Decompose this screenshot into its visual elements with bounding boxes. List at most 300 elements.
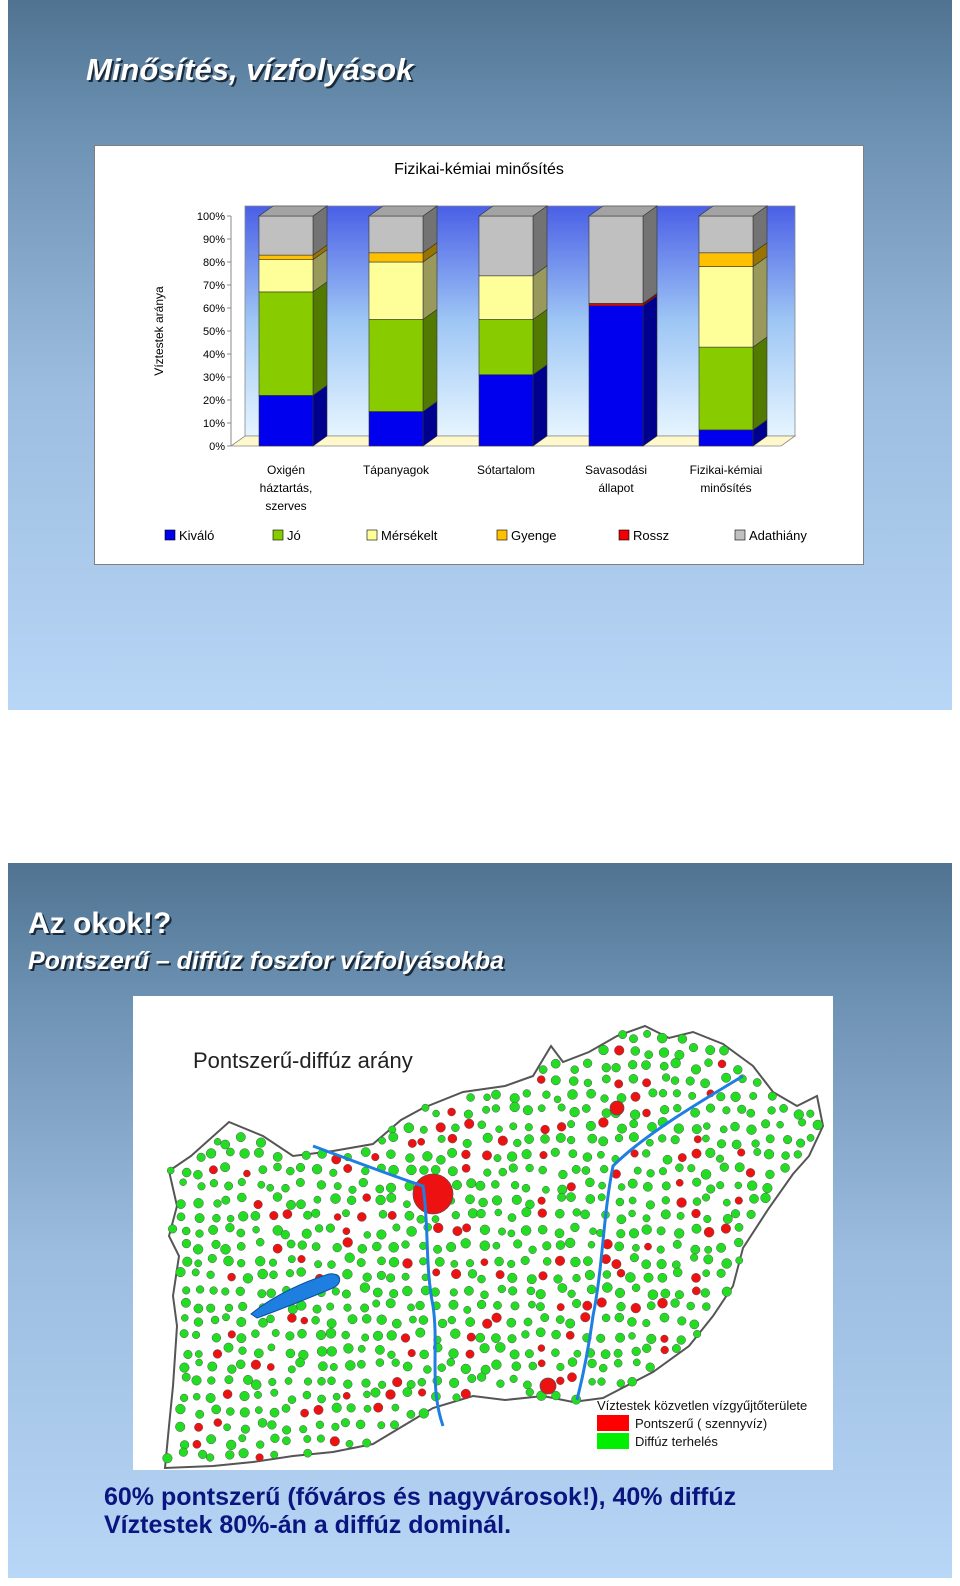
diffuse-source-dot [389,1132,398,1141]
diffuse-source-dot [511,1181,519,1189]
point-source-dot [256,1454,264,1462]
diffuse-source-dot [225,1304,233,1312]
diffuse-source-dot [406,1165,416,1175]
point-source-dot [270,1211,279,1220]
diffuse-source-dot [556,1316,564,1324]
point-source-dot [694,1136,701,1143]
bar-segment [259,216,313,255]
diffuse-source-dot [692,1124,701,1133]
diffuse-source-dot [629,1210,636,1217]
diffuse-source-dot [584,1079,592,1087]
diffuse-source-dot [491,1334,500,1343]
diffuse-source-dot [182,1287,190,1295]
diffuse-source-dot [214,1200,222,1208]
diffuse-source-dot [206,1393,215,1402]
diffuse-source-dot [509,1164,518,1173]
diffuse-source-dot [510,1093,520,1103]
diffuse-source-dot [332,1423,340,1431]
point-source-dot [209,1166,217,1174]
point-source-dot [462,1150,471,1159]
x-category-label: Tápanyagok [362,463,430,477]
diffuse-source-dot [722,1259,732,1269]
diffuse-source-dot [629,1229,639,1239]
diffuse-source-dot [210,1287,218,1295]
diffuse-source-dot [225,1376,233,1384]
diffuse-source-dot [333,1393,340,1400]
diffuse-source-dot [224,1424,231,1431]
point-source-dot [721,1224,731,1234]
diffuse-source-dot [526,1388,534,1396]
diffuse-source-dot [416,1328,425,1337]
diffuse-source-dot [586,1121,596,1131]
diffuse-source-dot [196,1410,204,1418]
bar-segment-side [643,296,657,446]
diffuse-source-dot [312,1243,320,1251]
diffuse-source-dot [220,1163,229,1172]
diffuse-source-dot [625,1272,635,1282]
bar-segment [259,255,313,260]
diffuse-source-dot [274,1163,282,1171]
diffuse-source-dot [207,1377,215,1385]
diffuse-source-dot [360,1304,368,1312]
bar-segment-side [313,282,327,396]
diffuse-source-dot [588,1134,597,1143]
diffuse-source-dot [732,1140,741,1149]
diffuse-source-dot [494,1154,501,1161]
diffuse-source-dot [360,1283,370,1293]
diffuse-source-dot [468,1209,478,1219]
diffuse-source-dot [629,1197,636,1204]
point-source-dot [433,1223,443,1233]
diffuse-source-dot [753,1078,761,1086]
diffuse-source-dot [326,1328,336,1338]
diffuse-source-dot [419,1316,428,1325]
point-source-dot [642,1079,650,1087]
diffuse-source-dot [183,1257,193,1267]
bar-segment-side [753,257,767,348]
diffuse-source-dot [466,1259,474,1267]
diffuse-source-dot [720,1163,729,1172]
point-source-dot [612,1259,621,1268]
diffuse-source-dot [596,1334,605,1343]
point-source-dot [541,1125,550,1134]
diffuse-source-dot [629,1132,638,1141]
point-source-dot [482,1151,491,1160]
diffuse-source-dot [644,1273,653,1282]
diffuse-source-dot [345,1360,355,1370]
diffuse-source-dot [345,1253,355,1263]
point-source-dot [343,1392,350,1399]
diffuse-source-dot [585,1270,595,1280]
legend-label: Gyenge [511,528,557,543]
point-source-dot [556,1377,564,1385]
diffuse-source-dot [330,1363,337,1370]
diffuse-source-dot [659,1048,669,1058]
diffuse-source-dot [716,1181,724,1189]
diffuse-source-dot [675,1290,684,1299]
diffuse-source-dot [193,1244,203,1254]
diffuse-source-dot [645,1051,653,1059]
y-tick-label: 70% [202,280,225,292]
diffuse-source-dot [690,1320,699,1329]
diffuse-source-dot [238,1302,247,1311]
diffuse-source-dot [659,1167,667,1175]
diffuse-source-dot [176,1404,186,1414]
diffuse-source-dot [377,1271,386,1280]
diffuse-source-dot [568,1290,576,1298]
diffuse-source-dot [781,1163,790,1172]
conclusion-line-2: Víztestek 80%-án a diffúz dominál. [104,1511,512,1539]
diffuse-source-dot [782,1152,790,1160]
diffuse-source-dot [433,1110,440,1117]
diffuse-source-dot [243,1273,253,1283]
diffuse-source-dot [303,1391,311,1399]
point-source-dot [194,1423,202,1431]
diffuse-source-dot [617,1229,626,1238]
diffuse-source-dot [468,1374,476,1382]
y-axis-label: Víztestek aránya [152,286,166,376]
diffuse-source-dot [251,1380,261,1390]
point-source-dot [448,1108,456,1116]
diffuse-source-dot [511,1302,519,1310]
diffuse-source-dot [616,1198,624,1206]
x-category-label: háztartás, [259,481,313,495]
map-legend-item-point [597,1415,829,1431]
diffuse-source-dot [286,1349,295,1358]
diffuse-source-dot [599,1364,607,1372]
diffuse-source-dot [387,1193,396,1202]
diffuse-source-dot [663,1155,672,1164]
diffuse-source-dot [777,1121,784,1128]
diffuse-source-dot [688,1164,696,1172]
diffuse-source-dot [226,1408,234,1416]
diffuse-source-dot [706,1148,716,1158]
diffuse-source-dot [237,1259,245,1267]
bar-segment [369,262,423,320]
diffuse-source-dot [630,1110,640,1120]
point-source-dot [403,1259,413,1269]
point-source-dot [692,1149,701,1158]
diffuse-source-dot [286,1332,295,1341]
point-source-dot [661,1335,669,1343]
diffuse-source-dot [331,1194,341,1204]
x-category-label: minősítés [700,481,752,495]
diffuse-source-dot [617,1380,625,1388]
diffuse-source-dot [282,1404,290,1412]
diffuse-source-dot [314,1261,321,1268]
diffuse-source-dot [558,1283,567,1292]
diffuse-source-dot [660,1105,669,1114]
diffuse-source-dot [521,1226,531,1236]
diffuse-source-dot [483,1133,493,1143]
point-source-dot [614,1046,624,1056]
diffuse-source-dot [177,1213,185,1221]
diffuse-source-dot [551,1076,560,1085]
diffuse-source-dot [343,1269,353,1279]
diffuse-source-dot [702,1194,710,1202]
bar-segment [479,216,533,276]
diffuse-source-dot [326,1224,335,1233]
diffuse-source-dot [673,1268,682,1277]
diffuse-source-dot [484,1169,492,1177]
legend-label: Kiváló [179,528,215,543]
diffuse-source-dot [632,1244,639,1251]
diffuse-source-dot [361,1148,370,1157]
diffuse-source-dot [377,1315,387,1325]
diffuse-source-dot [196,1230,204,1238]
bar-segment [699,216,753,253]
diffuse-source-dot [704,1215,712,1223]
point-source-dot [482,1319,492,1329]
diffuse-source-dot [587,1089,596,1098]
diffuse-source-dot [304,1378,312,1386]
diffuse-source-dot [586,1194,595,1203]
diffuse-source-dot [312,1164,322,1174]
diffuse-source-dot [693,1330,701,1338]
diffuse-source-dot [649,1089,657,1097]
y-tick-label: 0% [209,441,225,453]
point-source-dot [540,1151,548,1159]
point-source-dot [676,1179,683,1186]
diffuse-source-dot [477,1300,486,1309]
diffuse-source-dot [615,1313,624,1322]
diffuse-source-dot [452,1180,461,1189]
diffuse-source-dot [615,1242,624,1251]
legend-swatch [497,530,507,540]
diffuse-source-dot [402,1273,409,1280]
diffuse-source-dot [407,1410,415,1418]
diffuse-source-dot [386,1150,395,1159]
diffuse-source-dot [332,1403,342,1413]
diffuse-source-dot [702,1135,709,1142]
point-source-dot [643,1109,651,1117]
point-source-dot [498,1136,508,1146]
diffuse-source-dot [192,1376,202,1386]
diffuse-source-dot [672,1261,680,1269]
diffuse-source-dot [180,1363,190,1373]
diffuse-source-dot [184,1350,193,1359]
diffuse-source-dot [495,1257,504,1266]
diffuse-source-dot [406,1154,415,1163]
diffuse-source-dot [749,1194,758,1203]
diffuse-source-dot [600,1165,608,1173]
diffuse-source-dot [541,1313,549,1321]
diffuse-source-dot [629,1332,636,1339]
diffuse-source-dot [241,1425,250,1434]
diffuse-source-dot [282,1426,291,1435]
slide-quality-rivers [8,0,952,710]
diffuse-source-dot [362,1379,371,1388]
diffuse-source-dot [465,1195,474,1204]
diffuse-source-dot [363,1273,372,1282]
diffuse-source-dot [643,1215,650,1222]
point-source-dot [481,1259,488,1266]
diffuse-source-dot [480,1343,490,1353]
diffuse-source-dot [601,1350,610,1359]
diffuse-source-dot [333,1243,342,1252]
chart-title: Fizikai-kémiai minősítés [394,161,564,178]
diffuse-source-dot [568,1358,577,1367]
diffuse-source-dot [438,1364,446,1372]
diffuse-source-dot [255,1407,262,1414]
diffuse-source-dot [632,1284,640,1292]
diffuse-source-dot [570,1107,580,1117]
diffuse-source-dot [492,1360,502,1370]
diffuse-source-dot [222,1314,229,1321]
diffuse-source-dot [341,1418,350,1427]
diffuse-source-dot [197,1153,206,1162]
diffuse-source-dot [288,1366,295,1373]
point-source-dot [314,1405,323,1414]
diffuse-source-dot [195,1260,202,1267]
diffuse-source-dot [192,1269,199,1276]
diffuse-source-dot [258,1269,268,1279]
diffuse-source-dot [552,1330,561,1339]
diffuse-source-dot [373,1288,382,1297]
y-tick-label: 90% [202,234,225,246]
diffuse-source-dot [347,1404,356,1413]
point-source-dot [538,1197,546,1205]
diffuse-source-dot [467,1094,475,1102]
diffuse-source-dot [296,1358,305,1367]
diffuse-source-dot [660,1313,669,1322]
diffuse-source-dot [602,1109,611,1118]
diffuse-source-dot [343,1380,352,1389]
point-source-dot [631,1092,640,1101]
x-category-label: Sótartalom [476,463,536,477]
diffuse-source-dot [258,1418,267,1427]
diffuse-source-dot [723,1199,730,1206]
diffuse-source-dot [404,1123,414,1133]
legend-swatch [735,530,745,540]
diffuse-source-dot [525,1123,533,1131]
diffuse-source-dot [647,1334,657,1344]
diffuse-source-dot [671,1077,679,1085]
diffuse-source-dot [615,1333,624,1342]
diffuse-source-dot [423,1366,431,1374]
diffuse-source-dot [602,1283,612,1293]
point-source-dot [254,1200,263,1209]
diffuse-source-dot [794,1151,802,1159]
diffuse-source-dot [379,1137,386,1144]
diffuse-source-dot [615,1134,623,1142]
diffuse-source-dot [302,1229,312,1239]
city-point-source-dot [610,1101,624,1115]
diffuse-source-dot [583,1257,592,1266]
diffuse-source-dot [706,1045,715,1054]
diffuse-source-dot [618,1030,626,1038]
diffuse-source-dot [259,1166,267,1174]
diffuse-source-dot [525,1350,533,1358]
diffuse-source-dot [409,1316,416,1323]
diffuse-source-dot [182,1168,191,1177]
diffuse-source-dot [598,1378,606,1386]
point-source-dot [343,1238,353,1248]
diffuse-source-dot [268,1344,275,1351]
diffuse-source-dot [573,1209,581,1217]
diffuse-source-dot [180,1179,187,1186]
diffuse-source-dot [362,1314,371,1323]
diffuse-source-dot [221,1140,230,1149]
bar-segment [369,216,423,253]
diffuse-source-dot [214,1138,221,1145]
diffuse-source-dot [392,1404,399,1411]
diffuse-source-dot [572,1165,580,1173]
diffuse-source-dot [632,1347,641,1356]
point-source-dot [615,1080,623,1088]
point-source-dot [718,1060,726,1068]
diffuse-source-dot [208,1254,217,1263]
diffuse-source-dot [288,1396,296,1404]
bar-segment [589,216,643,303]
diffuse-source-dot [498,1285,506,1293]
diffuse-source-dot [722,1287,732,1297]
bar-segment-side [313,385,327,446]
diffuse-source-dot [447,1358,455,1366]
point-source-dot [267,1363,274,1370]
diffuse-source-dot [251,1330,259,1338]
diffuse-source-dot [647,1302,655,1310]
slide-title: Minősítés, vízfolyások [86,52,414,87]
diffuse-source-dot [239,1347,247,1355]
diffuse-source-dot [239,1435,246,1442]
diffuse-source-dot [237,1229,245,1237]
point-source-dot [287,1314,296,1323]
bar-segment [259,395,313,446]
point-source-dot [677,1198,687,1208]
diffuse-source-dot [590,1228,597,1235]
diffuse-source-dot [194,1304,203,1313]
diffuse-source-dot [403,1388,412,1397]
diffuse-source-dot [298,1329,307,1338]
diffuse-source-dot [574,1350,581,1357]
diffuse-source-dot [761,1120,770,1129]
diffuse-source-dot [643,1319,651,1327]
point-source-dot [704,1227,714,1237]
diffuse-source-dot [328,1261,336,1269]
diffuse-source-dot [435,1257,444,1266]
diffuse-source-dot [510,1350,519,1359]
diffuse-source-dot [476,1333,485,1342]
diffuse-source-dot [327,1347,337,1357]
x-category-label: állapot [598,481,634,495]
diffuse-source-dot [463,1139,472,1148]
point-source-dot [538,1345,545,1352]
diffuse-source-dot [299,1425,307,1433]
diffuse-source-dot [658,1273,667,1282]
diffuse-source-dot [687,1302,695,1310]
bar-segment [479,320,533,375]
diffuse-source-dot [206,1435,215,1444]
diffuse-source-dot [588,1359,597,1368]
point-source-dot [453,1226,462,1235]
diffuse-source-dot [602,1314,610,1322]
diffuse-source-dot [359,1178,368,1187]
point-source-dot [583,1301,592,1310]
map-legend-label: Diffúz terhelés [635,1433,718,1449]
city-point-source-dot [540,1378,556,1394]
point-source-dot [448,1134,457,1143]
diffuse-source-dot [420,1166,429,1175]
diffuse-source-dot [671,1058,681,1068]
diffuse-source-dot [449,1300,458,1309]
diffuse-source-dot [617,1124,626,1133]
diffuse-source-dot [690,1254,698,1262]
diffuse-source-dot [627,1317,636,1326]
point-source-dot [539,1272,548,1281]
diffuse-source-dot [657,1259,667,1269]
legend-swatch-green [597,1433,629,1449]
